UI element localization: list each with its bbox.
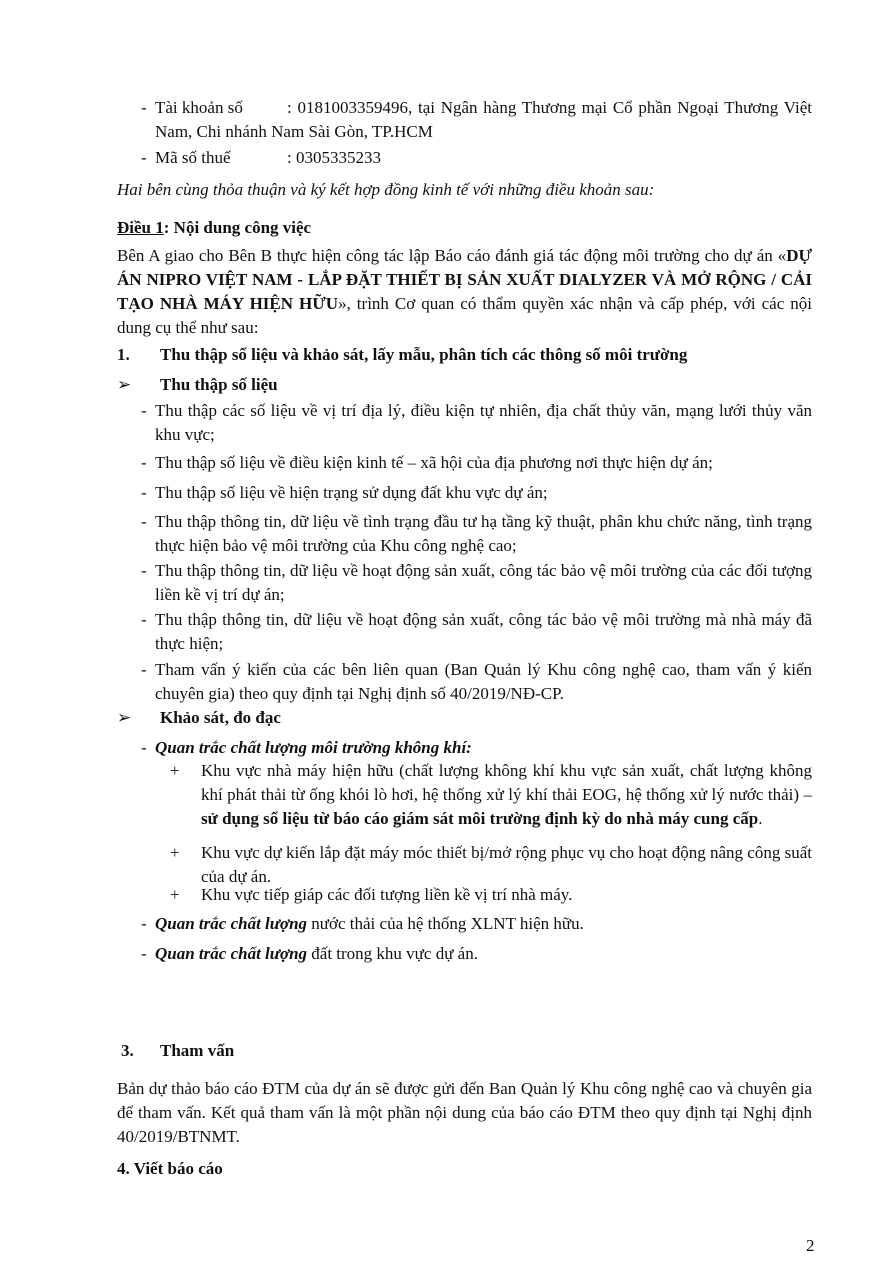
arrow-bullet-icon: ➢ (117, 375, 132, 394)
article-1-heading: Điều 1: Nội dung công việc (117, 218, 312, 237)
collect-list-item: - Thu thập thông tin, dữ liệu về tình trạng đầu tư hạ tầng kỹ thuật, phân khu chức năng, tình trạng thực hiện bảo vệ môi trường của Khu công nghệ cao; (141, 512, 812, 555)
section-4-heading: 4. Viết báo cáo (117, 1159, 223, 1178)
collect-list-item: - Thu thập số liệu về điều kiện kinh tế – xã hội của địa phương nơi thực hiện dự án; (141, 453, 713, 472)
section-1-heading: 1. Thu thập số liệu và khảo sát, lấy mẫu, phân tích các thông số môi trường (117, 345, 688, 364)
collect-list-item: - Thu thập các số liệu về vị trí địa lý, điều kiện tự nhiên, địa chất thủy văn, mạng lưới thủy văn khu vực; (141, 401, 812, 444)
survey-heading: ➢ Khảo sát, đo đạc (117, 706, 812, 730)
water-quality-item: - Quan trắc chất lượng nước thải của hệ thống XLNT hiện hữu. (141, 914, 584, 933)
section-3-paragraph: Bản dự thảo báo cáo ĐTM của dự án sẽ được gửi đến Ban Quản lý Khu công nghệ cao và chuyên gia để tham vấn. Kết quả tham vấn là một phần nội dung của báo cáo ĐTM theo quy định tại Nghị định 40/2019/BTNMT. (117, 1079, 812, 1146)
collect-list-item: - Thu thập thông tin, dữ liệu về hoạt động sản xuất, công tác bảo vệ môi trường mà nhà máy đã thực hiện; (141, 610, 812, 653)
project-name: DỰ ÁN NIPRO VIỆT NAM - LẮP ĐẶT THIẾT BỊ SẢN XUẤT DIALYZER VÀ MỞ RỘNG / CẢI TẠO NHÀ MÁY HIỆN HỮU (117, 246, 812, 313)
arrow-bullet-icon: ➢ (117, 708, 132, 727)
page-number: 2 (806, 1236, 815, 1255)
air-subitem: + Khu vực tiếp giáp các đối tượng liền kề vị trí nhà máy. (170, 885, 573, 904)
intro-paragraph: Bên A giao cho Bên B thực hiện công tác lập Báo cáo đánh giá tác động môi trường cho dự án «DỰ ÁN NIPRO VIỆT NAM - LẮP ĐẶT THIẾT BỊ SẢN XUẤT DIALYZER VÀ MỞ RỘNG / CẢI TẠO NHÀ MÁY HIỆN HỮU», trình Cơ quan có thẩm quyền xác nhận và cấp phép, với các nội dung cụ thể như sau: (117, 246, 812, 337)
collect-heading: ➢ Thu thập số liệu (117, 373, 812, 397)
account-row: - Tài khoản số : 0181003359496, tại Ngân hàng Thương mại Cổ phần Ngoại Thương Việt Nam, Chi nhánh Nam Sài Gòn, TP.HCM (141, 98, 812, 141)
air-quality-item: - Quan trắc chất lượng môi trường không khí: (141, 738, 472, 757)
collect-list-item: - Thu thập thông tin, dữ liệu về hoạt động sản xuất, công tác bảo vệ môi trường của các đối tượng liền kề vị trí dự án; (141, 561, 812, 604)
soil-quality-item: - Quan trắc chất lượng đất trong khu vực dự án. (141, 944, 478, 963)
agreement-text: Hai bên cùng thỏa thuận và ký kết hợp đồng kinh tế với những điều khoản sau: (117, 180, 655, 199)
section-3-heading: 3. Tham vấn (121, 1041, 235, 1060)
air-subitem: + Khu vực nhà máy hiện hữu (chất lượng không khí khu vực sản xuất, chất lượng không khí phát thải từ ống khói lò hơi, hệ thống xử lý khí thải EOG, hệ thống xử lý nước thải) – sử dụng số liệu từ báo cáo giám sát môi trường định kỳ do nhà máy cung cấp. (170, 761, 812, 828)
tax-row: - Mã số thuế : 0305335233 (141, 148, 381, 167)
collect-list-item: - Thu thập số liệu về hiện trạng sử dụng đất khu vực dự án; (141, 483, 548, 502)
collect-list-item: - Tham vấn ý kiến của các bên liên quan (Ban Quản lý Khu công nghệ cao, tham vấn ý kiến chuyên gia) theo quy định tại Nghị định số 40/2019/NĐ-CP. (141, 660, 812, 703)
air-subitem: + Khu vực dự kiến lắp đặt máy móc thiết bị/mở rộng phục vụ cho hoạt động nâng công suất của dự án. (170, 843, 812, 886)
